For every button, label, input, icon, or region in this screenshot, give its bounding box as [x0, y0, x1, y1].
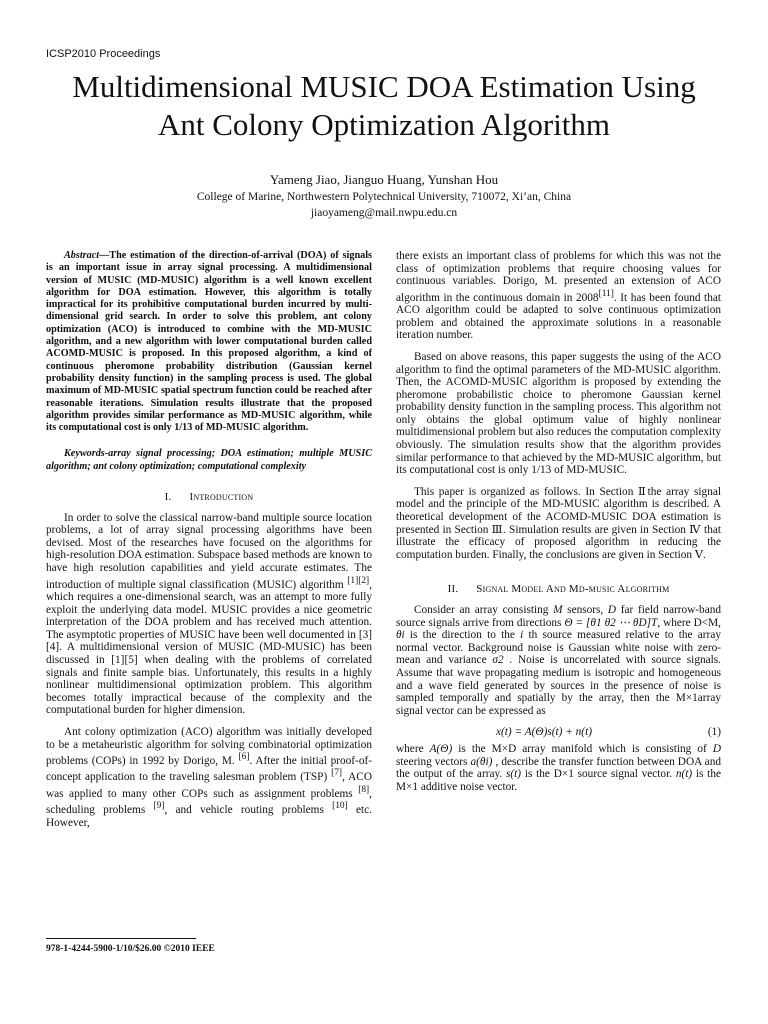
intro-p2-text: , and vehicle routing problems: [164, 803, 324, 816]
sm-text: , describe the transfer function between DOA and the output of the array.: [396, 755, 721, 781]
citation: [7]: [331, 768, 343, 779]
right-column: [396, 250, 721, 802]
math-expression: A(Θ): [429, 742, 453, 755]
sm-text: th source measured relative to the array normal vector. Background noise is Gaussian white noise with zero-mean and variance: [396, 629, 721, 667]
citation: [8]: [358, 784, 370, 795]
intro-p2-text: , ACO was applied to many other COPs such as assignment problems: [46, 771, 372, 800]
math-expression: s(t): [506, 768, 522, 781]
math-var: D: [712, 742, 721, 755]
section-1-title: Introduction: [189, 491, 254, 504]
authors: Yameng Jiao, Jianguo Huang, Yunshan Hou: [269, 172, 499, 187]
intro-p2-text: , scheduling problems: [46, 787, 372, 816]
math-var: i: [520, 629, 524, 642]
sm-text: is the M×D array manifold which is consisting of: [458, 742, 707, 755]
proceedings-label: ICSP2010 Proceedings: [46, 48, 161, 60]
equation-number: (1): [707, 726, 721, 739]
footer-rule: [46, 938, 196, 939]
email: jiaoyameng@mail.nwpu.edu.cn: [310, 207, 458, 219]
math-expression: a(θi): [470, 755, 493, 768]
section-1-number: I.: [164, 491, 172, 504]
intro-paragraph-1: [46, 512, 372, 717]
intro-p2-text: Ant colony optimization (ACO) algorithm was initially developed to be a metaheuristic algorithm for solving combinatorial optimization problems (COPs) in 1992 by Dorigo, M.: [46, 725, 372, 767]
sm-text: is the D×1 source signal vector.: [524, 768, 673, 781]
math-var: D: [607, 604, 617, 617]
sm-text: far field narrow-band source signals arrive from directions: [396, 604, 722, 629]
intro-p1-text: In order to solve the classical narrow-band multiple source location problems, a lot of array signal processing algorithms have been devised. Most of the researches have focused on the algorithms for high-resolution DOA estimation. Subspace based methods are known to have high resolution capabilities and yield accurate estimates. The introduction of multiple signal classification (MUSIC) algorithm: [46, 511, 372, 591]
math-var: σ2: [492, 654, 504, 667]
citation: [6]: [238, 752, 250, 763]
intro-p2-text: . After the initial proof-of-concept application to the traveling salesman problem (TSP): [46, 754, 372, 784]
citation: [9]: [153, 801, 165, 812]
title-line-1: Multidimensional MUSIC DOA Estimation Using: [72, 69, 696, 104]
intro-paragraph-2: [46, 726, 372, 829]
citation: [11]: [598, 288, 614, 299]
abstract-label: Abstract: [64, 250, 100, 261]
sm-text: Consider an array consisting: [414, 604, 549, 617]
citation: [1][2]: [347, 575, 370, 586]
section-2-heading: [396, 583, 721, 596]
affiliation: College of Marine, Northwestern Polytechnical University, 710072, Xi’an, China: [196, 191, 572, 203]
sm-text: sensors,: [567, 604, 604, 617]
signal-model-paragraph: [396, 604, 721, 717]
section-2-number: II.: [447, 583, 459, 596]
sm-text: where: [396, 742, 424, 755]
footer-copyright: 978-1-4244-5900-1/10/$26.00 ©2010 IEEE: [46, 944, 215, 954]
abstract: [46, 250, 372, 434]
section-2-title: Signal Model And Md-music Algorithm: [476, 583, 670, 596]
title-line-2: Ant Colony Optimization Algorithm: [157, 107, 611, 142]
intro-p2-text: etc. However,: [46, 803, 372, 829]
right-paragraph-3: This paper is organized as follows. In Section Ⅱthe array signal model and the principle of the MD-MUSIC algorithm is described. A theoretical development of the ACOMD-MUSIC DOA estimation is presented in Section Ⅲ. Simulation results are given in Section Ⅳ that illustrate the efficacy of proposed algorithm in reducing the computation burden. Finally, the conclusions are given in Section Ⅴ.: [396, 485, 721, 561]
math-var: M: [553, 604, 563, 617]
paper-title: [40, 68, 728, 144]
intro-p1-rest: , which requires a one-dimensional search, was an attempt to more fully exploit the underlying data model. MUSIC provides a nice geometric interpretation of the DOA problem and has received much attention. The asymptotic properties of MUSIC have been well documented in [3][4]. A multidimensional version of MUSIC (MD-MUSIC) has been discussed in [1][5] when dealing with the problems of correlated signals and finite sample bias. Unfortunately, this results in a highly nonlinear multidimensional optimization problem. This algorithm becomes totally impractical because of the complexity and the computational burden for higher dimension.: [46, 578, 372, 717]
right-paragraph-1: [396, 250, 721, 342]
keywords: Keywords-array signal processing; DOA estimation; multiple MUSIC algorithm; ant colony optimization; computational complexity: [46, 448, 372, 472]
right-p1-text: there exists an important class of problems for which this was not the class of optimization problems that require choosing values for continuous variables. Dorigo, M. presented an extension of ACO algorithm in the continuous domain in 2008: [396, 250, 721, 304]
signal-model-paragraph-2: [396, 743, 721, 793]
sm-text: . Noise is uncorrelated with source signals. Assume that wave propagating medium is isotropic and homogeneous and a wave field generated by sources in the presence of noise is sampled temporally and spatially by the array, then the M×1array signal vector can be expressed as: [396, 654, 721, 717]
right-paragraph-2: Based on above reasons, this paper suggests the using of the ACO algorithm to find the optimal parameters of the MD-MUSIC algorithm. Then, the ACOMD-MUSIC algorithm is proposed by extending the pheromone probabilistic choice to pheromone Gaussian kernel probability density function in the sampling process. This algorithm not only obtains the global optimum value of highly nonlinear multidimensional problem but also reduces the computation complexity obviously. The simulation results show that the algorithm provides similar performance to that achieved by the MD-MUSIC algorithm, but its computational cost is only 1/13 of MD-MUSIC.: [396, 350, 721, 477]
left-column: [46, 250, 372, 838]
equation-1: [396, 726, 721, 739]
sm-text: steering vectors: [396, 755, 468, 768]
section-1-heading: [46, 491, 372, 504]
math-expression: n(t): [675, 768, 693, 781]
math-expression: Θ = [θ1 θ2 ⋯ θD]T: [564, 616, 658, 629]
sm-text: is the M×1 additive noise vector.: [396, 768, 721, 793]
citation: [10]: [332, 801, 348, 812]
abstract-text: —The estimation of the direction-of-arrival (DOA) of signals is an important issue in array signal processing. A multidimensional version of MUSIC (MD-MUSIC) algorithm is a well known excellent algorithm for DOA estimation. However, this algorithm is totally impractical for its prohibitive computational burden incurred by multi-dimensional grid search. In order to solve this problem, ant colony optimization (ACO) is introduced to combine with the MD-MUSIC algorithm, and a new algorithm with lower computational burden called ACOMD-MUSIC is proposed. In this proposed algorithm, a kind of continuous pheromone probability distribution (Gaussian kernel probability density function) in the sampling process is used. The global maximum of MD-MUSIC spatial spectrum function could be reached after reasonable iterations. Simulation results illustrate that the proposed algorithm provides similar performance as MD-MUSIC algorithm, while its computational cost is only 1/13 of MD-MUSIC algorithm.: [46, 250, 372, 434]
equation-body: x(t) = A(Θ)s(t) + n(t): [496, 726, 592, 739]
math-var: θi: [396, 629, 405, 642]
sm-text: is the direction to the: [409, 629, 515, 642]
sm-text: , where D<M,: [657, 616, 721, 629]
right-p1-text: . It has been found that ACO algorithm could be adapted to solve continuous optimization problem and obtained the approximate solutions in a reasonable iteration number.: [396, 291, 721, 342]
